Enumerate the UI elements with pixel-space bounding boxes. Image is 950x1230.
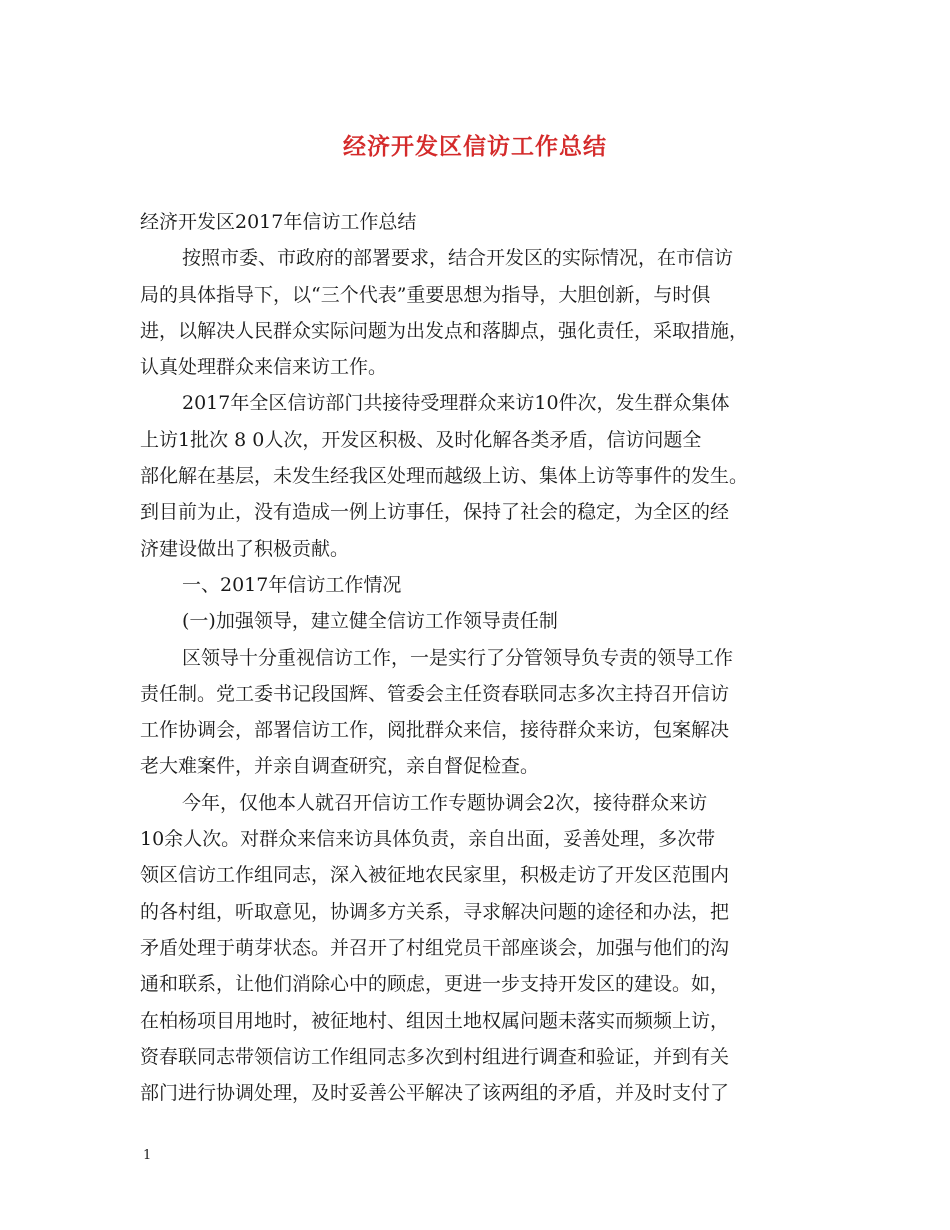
body-line: 老大难案件，并亲自调查研究，亲自督促检查。 [140, 755, 540, 778]
body-line: 通和联系，让他们消除心中的顾虑，更进一步支持开发区的建设。如， [140, 973, 730, 996]
body-line: 经济开发区2017年信访工作总结 [140, 211, 417, 233]
document-body [140, 204, 820, 1111]
body-line: 2017年全区信访部门共接待受理群众来访10件次，发生群众集体 [182, 392, 730, 415]
body-line: 今年，仅他本人就召开信访工作专题协调会2次，接待群众来访 [182, 791, 708, 814]
body-line: 济建设做出了积极贡献。 [140, 537, 350, 560]
body-line: 的各村组，听取意见，协调多方关系，寻求解决问题的途径和办法，把 [140, 900, 730, 923]
body-line: 10余人次。对群众来信来访具体负责，亲自出面，妥善处理，多次带 [140, 828, 716, 851]
body-line: 资春联同志带领信访工作组同志多次到村组进行调查和验证，并到有关 [140, 1045, 730, 1068]
section-heading: 一、2017年信访工作情况 [182, 573, 402, 596]
body-line: 工作协调会，部署信访工作，阅批群众来信，接待群众来访，包案解决 [140, 719, 730, 742]
body-line: 责任制。党工委书记段国辉、管委会主任资春联同志多次主持召开信访 [140, 682, 730, 705]
document-title: 经济开发区信访工作总结 [343, 133, 607, 160]
body-line: 到目前为止，没有造成一例上访事任，保持了社会的稳定，为全区的经 [140, 501, 730, 524]
body-line: 部门进行协调处理，及时妥善公平解决了该两组的矛盾，并及时支付了 [140, 1082, 730, 1105]
body-line: 在柏杨项目用地时，被征地村、组因土地权属问题未落实而频频上访， [140, 1009, 730, 1032]
subsection-heading: (一)加强领导，建立健全信访工作领导责任制 [182, 610, 558, 633]
body-line: 按照市委、市政府的部署要求，结合开发区的实际情况，在市信访 [182, 247, 734, 270]
body-line: 进，以解决人民群众实际问题为出发点和落脚点，强化责任，采取措施， [140, 319, 749, 342]
body-line: 领区信访工作组同志，深入被征地农民家里，积极走访了开发区范围内 [140, 864, 730, 887]
body-line: 部化解在基层，未发生经我区处理而越级上访、集体上访等事件的发生。 [140, 465, 749, 488]
body-line: 局的具体指导下，以“三个代表”重要思想为指导，大胆创新，与时俱 [140, 283, 711, 306]
body-line: 区领导十分重视信访工作，一是实行了分管领导负专责的领导工作 [182, 646, 734, 669]
body-line: 上访1批次 8 0人次，开发区积极、及时化解各类矛盾，信访问题全 [140, 428, 702, 451]
body-line: 认真处理群众来信来访工作。 [140, 356, 388, 379]
body-line: 矛盾处理于萌芽状态。并召开了村组党员干部座谈会，加强与他们的沟 [140, 936, 730, 959]
page-number: 1 [143, 1148, 152, 1163]
